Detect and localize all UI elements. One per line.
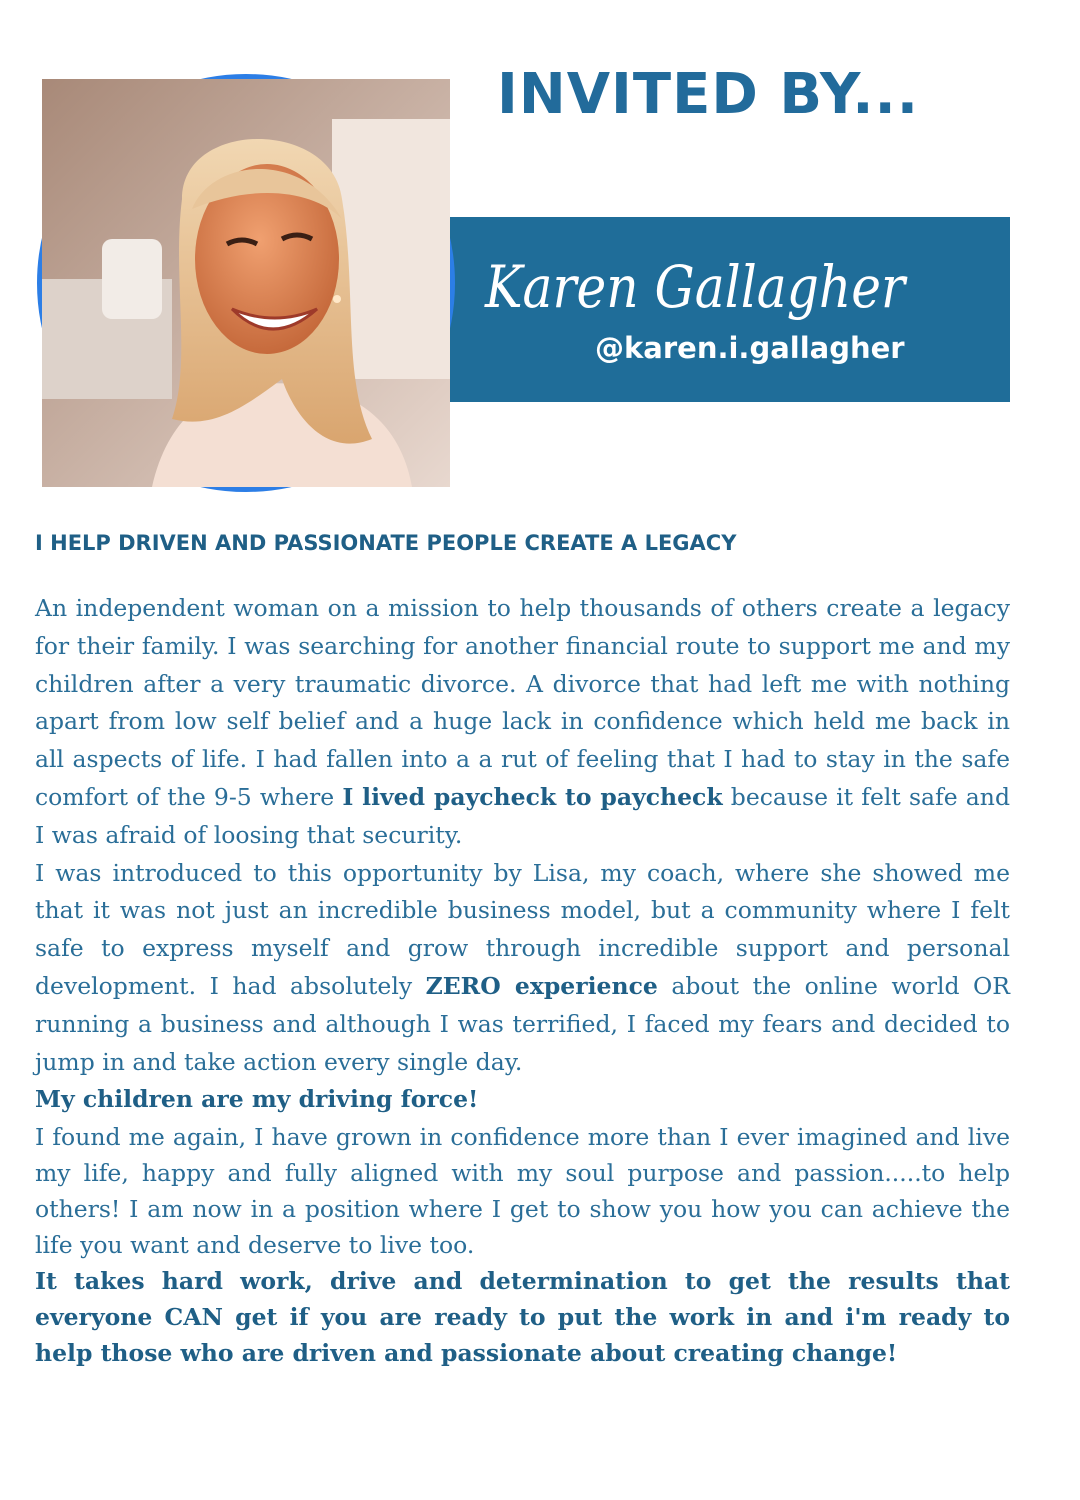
highlight-zero-experience: ZERO experience: [425, 971, 658, 1000]
signature-name: [485, 237, 915, 332]
story-paragraph-1: An independent woman on a mission to help thousands of others create a legacy for their family. I was searching for another financial route to support me and my children after a very traumatic divorce. A divorce that had left me with nothing apart from low self belief and a huge lack in confidence which held me back in all aspects of life. I had fallen into a a rut of feeling that I had to stay in the safe comfort of the 9-5 where I lived paycheck to paycheck because it felt safe and I was afraid of loosing that security.: [35, 594, 1010, 849]
name-banner: [405, 217, 1010, 402]
closing-statement: It takes hard work, drive and determination to get the results that everyone CAN get if you are ready to put the work in and i'm ready to help those who are driven and passionate about creating change!: [35, 1267, 1010, 1368]
highlight-paycheck: I lived paycheck to paycheck: [342, 782, 723, 811]
page-title: INVITED BY...: [497, 62, 920, 127]
driving-force-line: My children are my driving force!: [35, 1085, 479, 1114]
profile-photo: [37, 74, 455, 492]
story-paragraph-3: I found me again, I have grown in confidence more than I ever imagined and live my life, happy and fully aligned with my soul purpose and passion.....to help others! I am now in a position where I get to show you how you can achieve the life you want and deserve to live too.: [35, 1123, 1010, 1260]
profile-handle: @karen.i.gallagher: [595, 331, 905, 365]
story-body: [35, 590, 1010, 1371]
section-heading: I HELP DRIVEN AND PASSIONATE PEOPLE CREATE A LEGACY: [35, 531, 737, 555]
story-paragraph-2: I was introduced to this opportunity by Lisa, my coach, where she showed me that it was not just an incredible business model, but a community where I felt safe to express myself and grow through incredible support and personal development. I had absolutely ZERO experience about the online world OR running a business and although I was terrified, I faced my fears and decided to jump in and take action every single day.: [35, 858, 1010, 1076]
profile-name: Karen Gallagher: [484, 253, 908, 321]
